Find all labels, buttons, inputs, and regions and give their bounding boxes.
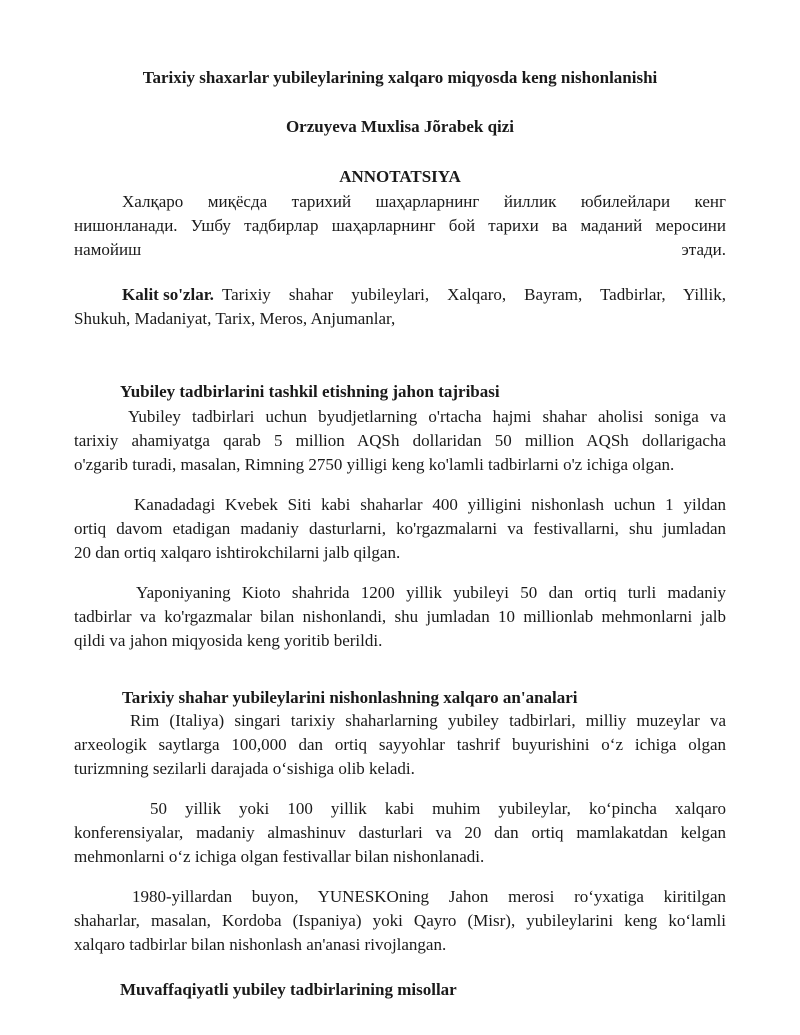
paragraph-line: turizmning sezilarli darajada oʻsishiga olib keladi. — [74, 759, 415, 778]
paragraph-line: arxeologik saytlarga 100,000 dan ortiq sayyohlar tashrif buyurishini oʻz ichiga olgan — [74, 735, 726, 754]
annotation-last-left: намойиш — [74, 240, 142, 259]
author-name: Orzuyeva Muxlisa Jõrabek qizi — [285, 117, 515, 136]
paragraph-line: ortiq davom etadigan madaniy dasturlarni, ko'rgazmalarni va festivallarni, shu jumladan — [74, 519, 726, 538]
keywords-line: Shukuh, Madaniyat, Tarix, Meros, Anjumanlar, — [74, 309, 396, 328]
section-heading: Yubiley tadbirlarini tashkil etishning jahon tajribasi — [120, 382, 500, 401]
paragraph-line: Yaponiyaning Kioto shahrida 1200 yillik yubileyi 50 dan ortiq turli madaniy — [136, 583, 726, 602]
paragraph-line: Rim (Italiya) singari tarixiy shaharlarning yubiley tadbirlari, milliy muzeylar va — [130, 711, 726, 730]
paragraph-line: qildi va jahon miqyosida keng yoritib berildi. — [74, 631, 383, 650]
keywords-text: Tarixiy shahar yubileylari, Xalqaro, Bayram, Tadbirlar, Yillik, — [221, 285, 726, 304]
paragraph-line: shaharlar, masalan, Kordoba (Ispaniya) yoki Qayro (Misr), yubileylarini keng koʻlamli — [74, 911, 726, 930]
paragraph-line: Kanadadagi Kvebek Siti kabi shaharlar 400 yilligini nishonlash uchun 1 yildan — [134, 495, 726, 514]
annotation-line-last — [74, 238, 726, 262]
paragraph-line: konferensiyalar, madaniy almashinuv dasturlari va 20 dan ortiq mamlakatdan kelgan — [74, 823, 726, 842]
paragraph-line: 50 yillik yoki 100 yillik kabi muhim yubileylar, koʻpincha xalqaro — [150, 799, 726, 818]
annotation-heading: ANNOTATSIYA — [339, 167, 461, 186]
paragraph-line: tadbirlar va ko'rgazmalar bilan nishonlandi, shu jumladan 10 millionlab mehmonlarni jalb — [74, 607, 726, 626]
annotation-line: нишонланади. Ушбу тадбирлар шаҳарларнинг бой тарихи ва маданий меросини — [74, 216, 726, 235]
keywords-line — [122, 283, 726, 307]
keywords-label: Kalit so'zlar. — [122, 285, 214, 304]
paragraph-line: mehmonlarni oʻz ichiga olgan festivallar bilan nishonlanadi. — [74, 847, 485, 866]
paragraph-line: 1980-yillardan buyon, YUNESKOning Jahon merosi roʻyxatiga kiritilgan — [132, 887, 726, 906]
document-title: Tarixiy shaxarlar yubileylarining xalqaro miqyosda keng nishonlanishi — [142, 68, 658, 87]
paragraph-line: 20 dan ortiq xalqaro ishtirokchilarni jalb qilgan. — [74, 543, 401, 562]
annotation-last-right: этади. — [681, 240, 726, 259]
annotation-line: Халқаро миқёсда тарихий шаҳарларнинг йиллик юбилейлари кенг — [122, 192, 726, 211]
paragraph-line: Yubiley tadbirlari uchun byudjetlarning o'rtacha hajmi shahar aholisi soniga va — [128, 407, 726, 426]
section-heading: Tarixiy shahar yubileylarini nishonlashning xalqaro an'analari — [122, 688, 578, 707]
paragraph-line: xalqaro tadbirlar bilan nishonlash an'anasi rivojlangan. — [74, 935, 447, 954]
paragraph-line: tarixiy ahamiyatga qarab 5 million AQSh dollaridan 50 million AQSh dollarigacha — [74, 431, 726, 450]
paragraph-line: o'zgarib turadi, masalan, Rimning 2750 yilligi keng ko'lamli tadbirlarni o'z ichiga olgan. — [74, 455, 675, 474]
section-heading: Muvaffaqiyatli yubiley tadbirlarining misollar — [120, 980, 457, 999]
